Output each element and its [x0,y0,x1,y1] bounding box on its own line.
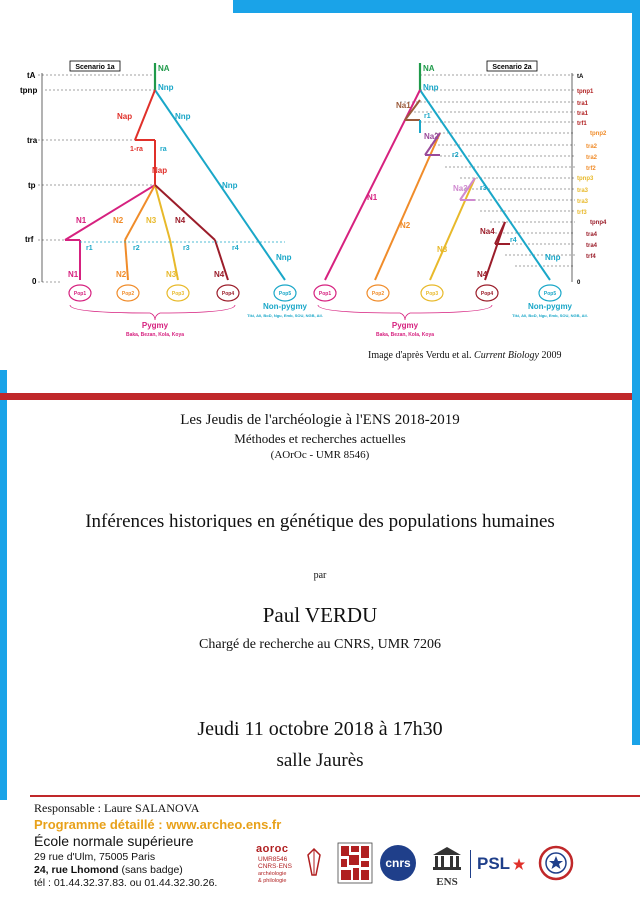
svg-text:Pop5: Pop5 [278,291,292,297]
svg-text:Pop3: Pop3 [425,291,439,297]
svg-text:trf1: trf1 [577,121,587,127]
svg-text:trf4: trf4 [586,254,596,260]
svg-text:N3: N3 [437,245,448,254]
svg-text:tpnp1: tpnp1 [577,89,594,95]
svg-text:N2: N2 [116,270,127,279]
axis-tA: tA [27,71,36,80]
talk-title: Inférences historiques en génétique des populations humaines [85,511,555,532]
svg-text:Na4: Na4 [480,227,495,236]
svg-text:tra4: tra4 [586,232,598,238]
phone: tél : 01.44.32.37.83. ou 01.44.32.30.26. [34,877,218,889]
school-name: École normale supérieure [34,833,194,849]
svg-text:trf2: trf2 [586,166,596,172]
svg-text:Nap: Nap [117,112,133,121]
svg-text:tpnp3: tpnp3 [577,176,594,182]
svg-text:N1: N1 [367,193,378,202]
svg-text:r3: r3 [183,245,190,252]
svg-text:Non-pygmy: Non-pygmy [263,302,307,311]
series-subtitle: Méthodes et recherches actuelles [234,431,406,446]
tpa-logo-icon [337,842,373,884]
svg-text:Na1: Na1 [396,101,411,110]
svg-text:NA: NA [158,64,170,73]
svg-text:ra: ra [160,146,167,153]
cnrs-logo: cnrs [380,845,416,881]
programme-link[interactable]: Programme détaillé : www.archeo.ens.fr [34,817,282,832]
svg-text:tA: tA [577,74,584,80]
svg-text:tra2: tra2 [586,155,598,161]
ens-building-icon [430,845,464,871]
bottom-red-line [30,795,640,797]
svg-text:r2: r2 [452,152,459,159]
svg-text:Nnp: Nnp [158,83,174,92]
svg-text:r1: r1 [86,245,93,252]
svg-text:Pop1: Pop1 [73,291,87,297]
svg-text:Non-pygmy: Non-pygmy [528,302,572,311]
svg-text:r4: r4 [232,245,239,252]
figure-caption: Image d'après Verdu et al. Current Biology 2009 [368,350,562,361]
svg-text:Tiki, Ali, BoD, Ngu, Emb, SOU,: Tiki, Ali, BoD, Ngu, Emb, SOU, NGB, Ail. [247,313,323,318]
svg-text:Nnp: Nnp [545,253,561,262]
svg-text:Na2: Na2 [424,132,439,141]
speaker-name: Paul VERDU [262,603,378,627]
top-right-blue-bar [233,0,640,13]
svg-text:N4: N4 [175,216,186,225]
svg-text:Baka, Bezan, Kola, Koya: Baka, Bezan, Kola, Koya [125,332,185,338]
svg-text:N4: N4 [477,270,488,279]
ens-logo: ENS [430,845,464,887]
axis-trf: trf [25,235,34,244]
svg-text:NA: NA [423,64,435,73]
seal-logo-icon [538,845,574,881]
series-title: Les Jeudis de l'archéologie à l'ENS 2018-2019 [180,412,460,428]
svg-text:r2: r2 [133,245,140,252]
svg-text:r3: r3 [480,185,487,192]
axis-tp: tp [28,181,36,190]
phylogeny-figure [0,45,632,345]
svg-text:Na3: Na3 [453,184,468,193]
svg-text:Nnp: Nnp [222,181,238,190]
svg-text:Pygmy: Pygmy [141,321,169,330]
svg-text:0: 0 [577,280,581,286]
svg-text:tra3: tra3 [577,199,589,205]
svg-text:Nnp: Nnp [276,253,292,262]
psl-logo: PSL [470,848,530,880]
svg-text:1-ra: 1-ra [130,146,143,153]
unit-label: (AOrOc - UMR 8546) [270,449,370,461]
svg-text:N3: N3 [146,216,157,225]
svg-text:r1: r1 [424,113,431,120]
svg-text:Pygmy: Pygmy [391,321,419,330]
svg-text:tra4: tra4 [586,243,598,249]
svg-text:N2: N2 [113,216,124,225]
svg-text:Pop1: Pop1 [318,291,332,297]
svg-text:tra1: tra1 [577,111,589,117]
svg-text:r4: r4 [510,237,517,244]
svg-text:N2: N2 [400,221,411,230]
aoroc-logo: aoroc UMR8546 CNRS·ENS archéologie & philologie [256,843,326,887]
svg-text:Pop2: Pop2 [371,291,385,297]
right-blue-bar [632,0,640,745]
svg-text:tra2: tra2 [586,144,598,150]
svg-text:tra3: tra3 [577,188,589,194]
svg-text:Pop4: Pop4 [480,291,494,297]
scenario2-label: Scenario 2a [492,64,532,71]
address-2: 24, rue Lhomond (sans badge) [34,864,183,876]
red-divider [0,393,632,400]
axis-tpnp: tpnp [20,86,38,95]
svg-text:Nnp: Nnp [175,112,191,121]
svg-text:Nnp: Nnp [423,83,439,92]
svg-text:Baka, Bezan, Kola, Koya: Baka, Bezan, Kola, Koya [375,332,435,338]
psl-star-icon [512,857,526,871]
svg-text:Tiki, Ali, BoD, Ngu, Emb, SOU,: Tiki, Ali, BoD, Ngu, Emb, SOU, NGB, Ail. [512,313,588,318]
axis-tra: tra [27,136,38,145]
svg-text:Pop4: Pop4 [221,291,235,297]
svg-text:trf3: trf3 [577,210,587,216]
speaker-role: Chargé de recherche au CNRS, UMR 7206 [199,637,441,652]
svg-text:Nap: Nap [152,166,168,175]
svg-text:Pop2: Pop2 [121,291,135,297]
responsable: Responsable : Laure SALANOVA [34,801,200,815]
scenario1-label: Scenario 1a [75,64,115,71]
event-room: salle Jaurès [276,750,364,771]
address-1: 29 rue d'Ulm, 75005 Paris [34,851,156,863]
svg-text:N4: N4 [214,270,225,279]
axis-zero: 0 [32,277,37,286]
svg-text:N1: N1 [76,216,87,225]
svg-text:Pop5: Pop5 [543,291,557,297]
aoroc-emblem-icon [304,847,324,879]
svg-text:N1: N1 [68,270,79,279]
svg-text:tra1: tra1 [577,101,589,107]
svg-text:N3: N3 [166,270,177,279]
svg-text:Pop3: Pop3 [171,291,185,297]
event-date: Jeudi 11 octobre 2018 à 17h30 [197,718,443,740]
par-label: par [313,570,327,581]
svg-text:tpnp4: tpnp4 [590,220,607,226]
svg-text:tpnp2: tpnp2 [590,131,607,137]
